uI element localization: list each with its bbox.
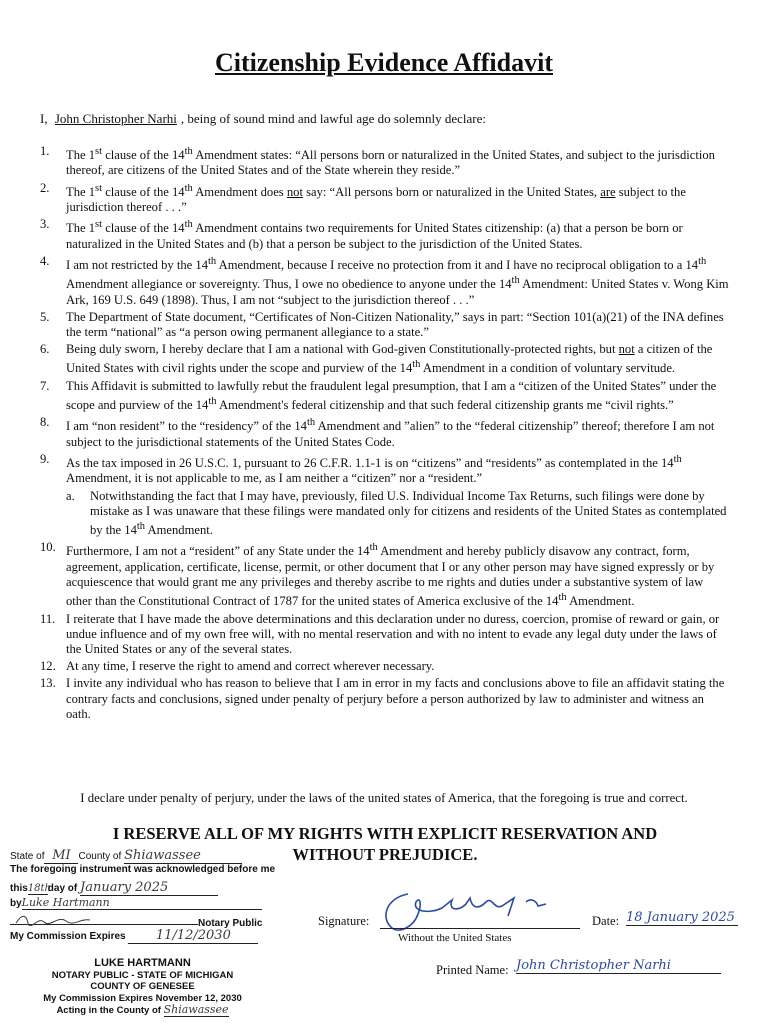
notary-stamp xyxy=(10,958,275,1017)
clause-item xyxy=(40,217,730,252)
notary-by xyxy=(10,896,275,912)
clause-number: 3. xyxy=(40,217,50,232)
date-value: 18 January 2025 xyxy=(626,910,738,926)
stamp-line-3: My Commission Expires November 12, 2030 xyxy=(43,992,242,1004)
day-label: day of xyxy=(47,883,78,894)
perjury-declaration: I declare under penalty of perjury, under the laws of the united states of America, that the foregoing is true and correct. xyxy=(80,791,688,805)
affiant-signature-mark xyxy=(378,888,578,938)
clause-item xyxy=(40,612,730,658)
day-value: 18th xyxy=(27,883,51,894)
clause-item xyxy=(40,342,730,377)
document-title: Citizenship Evidence Affidavit xyxy=(214,48,553,77)
stamp-line-2: COUNTY OF GENESEE xyxy=(90,981,195,992)
clause-text: I am “non resident” to the “residency” of the 14th Amendment and ”alien” to the “federal citizenship” thereof; therefore I am not subject to the jurisdictional statements of the United States Code. xyxy=(66,417,715,449)
clause-item xyxy=(40,144,730,179)
notary-signature-line xyxy=(10,912,198,925)
stamp-county-value: Shiawassee xyxy=(163,1003,229,1016)
clause-text: Furthermore, I am not a “resident” of any State under the 14th Amendment and hereby publicly disavow any contract, form, agreement, application, certificate, license, permit, or other document that I or any other person may have signed expressly or by acquiescence that would grant me any privileges and thereby ascribe to me rights and duties under a substantive system of law other than the Constitutional Contract of 1787 for the united states of America exclusive of the 14th Amendment. xyxy=(66,542,715,609)
notary-block xyxy=(10,848,275,944)
clause-item xyxy=(40,310,730,340)
state-value: MI xyxy=(44,848,78,864)
signature-line xyxy=(380,928,580,929)
county-value: Shiawassee xyxy=(124,848,242,864)
clause-number: 11. xyxy=(40,611,56,626)
clause-number: 9. xyxy=(40,451,50,466)
clause-text: The 1st clause of the 14th Amendment contains two requirements for United States citizenship: (a) that a person be born or naturalized in the United States and (b) that a person be subject to the jurisdiction of the United States. xyxy=(66,219,683,251)
clause-number: 4. xyxy=(40,253,50,268)
clause-number: 8. xyxy=(40,415,50,430)
expires-label: My Commission Expires xyxy=(10,931,126,942)
notary-expires xyxy=(10,928,275,944)
clause-text: This Affidavit is submitted to lawfully rebut the fraudulent legal presumption, that I am a “citizen of the United States” under the scope and purview of the 14th Amendment's federal citizenship and that such federal citizenship grants me “civil rights.” xyxy=(66,378,717,413)
clause-text: I am not restricted by the 14th Amendment, because I receive no protection from it and I have no reciprocal obligation to a 14th Amendment allegiance or sovereignty. Thus, I owe no obedience to anyone under the 14th Amendment: United States v. Wong Kim Ark, 169 U.S. 649 (1898). Thus, I am not “subject to the jurisdiction thereof . . .” xyxy=(66,255,729,307)
clause-item xyxy=(40,676,730,722)
clause-item xyxy=(40,452,730,487)
reservation-line-2: WITHOUT PREJUDICE. xyxy=(292,845,478,864)
clause-number: 6. xyxy=(40,342,50,357)
signature-sublabel: Without the United States xyxy=(398,932,512,944)
clause-number: 12. xyxy=(40,659,56,674)
clause-text: The Department of State document, “Certificates of Non-Citizen Nationality,” says in part: “Section 101(a)(21) of the INA defines the term “national” as “a person owing permanent allegiance to a state.” xyxy=(66,309,724,339)
date-label: Date: xyxy=(592,914,620,928)
clause-text: I reiterate that I have made the above determinations and this declaration under no duress, coercion, promise of reward or gain, or undue influence and of my own free will, with no mental reservation and with no intent to evade any legal duty under the laws of the United States or any of the several states. xyxy=(66,611,720,656)
expires-value: 11/12/2030 xyxy=(128,928,258,944)
clause-item xyxy=(40,379,730,414)
notary-state-county xyxy=(10,848,275,864)
printed-name-label: Printed Name: xyxy=(436,963,509,977)
notary-ack xyxy=(10,864,275,880)
clause-text: Notwithstanding the fact that I may have, previously, filed U.S. Individual Income Tax Returns, such filings were done by mistake as I was unaware that these filings were mandated only for citizens and residents of the United States as contemplated by the 14th Amendment. xyxy=(90,488,727,538)
notary-public-line xyxy=(10,912,275,928)
intro-suffix: , being of sound mind and lawful age do solemnly declare: xyxy=(180,111,486,126)
ack-text: The foregoing instrument was acknowledged before me xyxy=(10,864,276,875)
clause-item xyxy=(40,254,730,308)
clause-text: As the tax imposed in 26 U.S.C. 1, pursuant to 26 C.F.R. 1.1-1 is on “citizens” and “residents” as contemplated in the 14th Amendment, it is not applicable to me, as I am neither a “citizen” nor a “resident.” xyxy=(66,453,682,486)
clause-number: a. xyxy=(66,488,75,503)
notary-signature-mark xyxy=(14,912,94,926)
month-year-value: January 2025 xyxy=(80,880,218,896)
intro-line xyxy=(40,111,486,127)
stamp-line-1: NOTARY PUBLIC - STATE OF MICHIGAN xyxy=(51,969,234,981)
clause-number: 1. xyxy=(40,144,50,158)
stamp-name: LUKE HARTMANN xyxy=(94,957,191,969)
clause-item xyxy=(40,415,730,450)
clause-item xyxy=(40,659,730,674)
clause-list xyxy=(40,144,730,724)
clause-text: The 1st clause of the 14th Amendment states: “All persons born or naturalized in the United States, and subject to the jurisdiction thereof, are citizens of the United States and of the State wherein they reside.” xyxy=(66,146,715,178)
clause-number: 10. xyxy=(40,540,56,555)
clause-item xyxy=(40,540,730,609)
stamp-line-4: Acting in the County of Shiawassee xyxy=(56,1003,229,1016)
clause-number: 7. xyxy=(40,378,50,393)
clause-text: I invite any individual who has reason to believe that I am in error in my facts and conclusions above to file an affidavit stating the contrary facts and conclusions, signed under penalty of perjury before a person authorized by law to administer and witness an oath. xyxy=(66,676,725,721)
notary-public-label: Notary Public xyxy=(198,918,263,929)
by-label: by xyxy=(10,898,22,909)
signature-label: Signature: xyxy=(318,914,370,928)
clause-number: 2. xyxy=(40,180,50,195)
this-label: this xyxy=(10,883,28,894)
clause-text: Being duly sworn, I hereby declare that I am a national with God-given Constitutionally-protected rights, but not a citizen of the United States with civil rights under the scope and purview of the 14th Amendment in a condition of voluntary servitude. xyxy=(66,342,713,376)
clause-item xyxy=(40,489,730,539)
state-label: State of xyxy=(10,851,45,862)
clause-number: 13. xyxy=(40,676,56,691)
clause-item xyxy=(40,181,730,216)
county-label: County of xyxy=(78,851,122,862)
affiant-name: John Christopher Narhi xyxy=(54,111,177,126)
clause-text: The 1st clause of the 14th Amendment does not say: “All persons born or naturalized in the United States, are subject to the jurisdiction thereof . . .” xyxy=(66,182,686,214)
printed-name-value: John Christopher Narhi xyxy=(516,958,721,974)
by-value: Luke Hartmann xyxy=(22,896,262,910)
clause-number: 5. xyxy=(40,309,50,324)
intro-prefix: I, xyxy=(40,111,48,126)
notary-date xyxy=(10,880,275,896)
reservation-line-1: I RESERVE ALL OF MY RIGHTS WITH EXPLICIT RESERVATION AND xyxy=(112,824,658,843)
clause-text: At any time, I reserve the right to amend and correct wherever necessary. xyxy=(66,659,435,674)
